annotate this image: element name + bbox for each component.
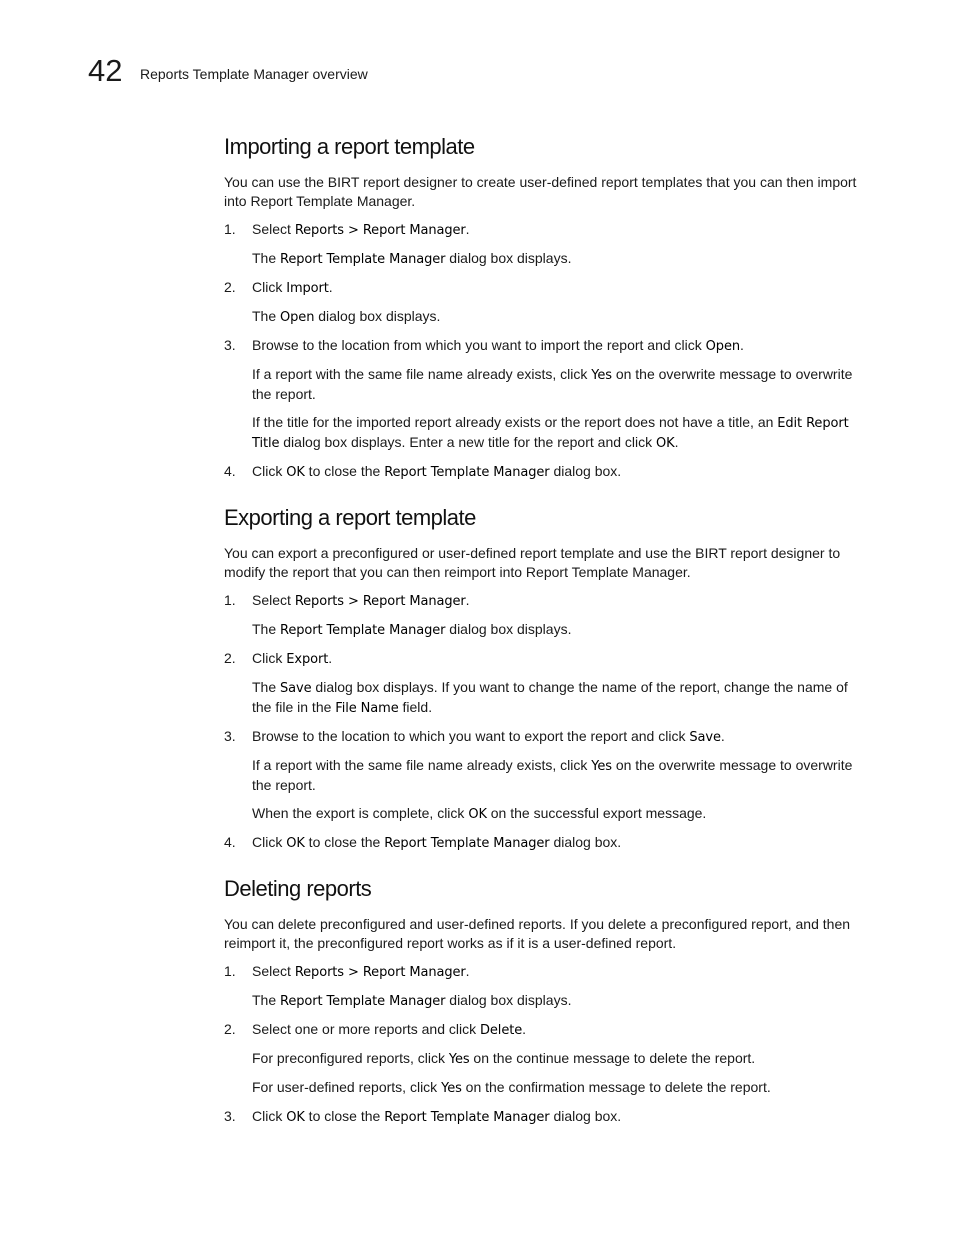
text-run: . <box>739 337 744 353</box>
step-number: 2. <box>224 650 236 666</box>
ui-term: OK <box>286 1110 305 1125</box>
ui-term: Report Template Manager <box>384 1110 550 1125</box>
text-run: If the title for the imported report already exists or the report does not have a title, an <box>252 414 778 430</box>
ui-term: Yes <box>591 368 612 383</box>
section-intro: You can delete preconfigured and user-defined reports. If you delete a preconfigured report, and then reimport it, the preconfigured report works as if it is a user-defined report. <box>224 916 851 951</box>
ui-term: Edit Report Title <box>252 416 849 451</box>
text-run: on the continue message to delete the report. <box>469 1050 756 1066</box>
step-item <box>224 833 870 853</box>
chapter-number: 42 <box>88 53 123 88</box>
step-text <box>252 620 870 640</box>
text-run: . <box>465 592 470 608</box>
text-run: For preconfigured reports, click <box>252 1050 449 1066</box>
ui-term: OK <box>286 836 305 851</box>
step-item <box>224 278 870 327</box>
step-text <box>252 1078 870 1098</box>
section-title: Deleting reports <box>224 876 372 901</box>
text-run: The <box>252 250 281 266</box>
text-run: . <box>328 650 333 666</box>
text-run: . <box>465 221 470 237</box>
ui-term: Reports > Report Manager <box>294 594 466 609</box>
ui-term: Yes <box>591 759 612 774</box>
text-run: dialog box. <box>549 834 622 850</box>
step-number: 3. <box>224 337 236 353</box>
ui-term: Report Template Manager <box>280 994 446 1009</box>
text-run: Select one or more reports and click <box>252 1021 480 1037</box>
section <box>224 503 870 853</box>
text-run: dialog box displays. If you want to change the name of the report, change the name of the file in the <box>252 679 848 715</box>
step-number: 1. <box>224 963 236 979</box>
ui-term: Save <box>689 730 721 745</box>
text-run: dialog box. <box>549 1108 622 1124</box>
step-number: 1. <box>224 221 236 237</box>
step-item <box>224 462 870 482</box>
text-run: The <box>252 992 281 1008</box>
step-text <box>252 278 870 298</box>
ui-term: Report Template Manager <box>280 623 446 638</box>
text-run: If a report with the same file name already exists, click <box>252 366 592 382</box>
text-run: dialog box displays. Enter a new title for the report and click <box>279 434 657 450</box>
step-text <box>252 804 870 824</box>
text-run: dialog box displays. <box>445 250 572 266</box>
step-number: 3. <box>224 1108 236 1124</box>
step-text <box>252 1020 870 1040</box>
text-run: Click <box>252 650 287 666</box>
step-list <box>224 962 870 1127</box>
step-item <box>224 336 870 453</box>
step-text <box>252 1049 870 1069</box>
text-run: If a report with the same file name already exists, click <box>252 757 592 773</box>
ui-term: OK <box>656 436 675 451</box>
text-run: . <box>674 434 679 450</box>
step-number: 3. <box>224 728 236 744</box>
step-list <box>224 591 870 853</box>
text-run: Click <box>252 279 287 295</box>
chapter-title: Reports Template Manager overview <box>140 66 368 82</box>
ui-term: Report Template Manager <box>280 252 446 267</box>
text-run: Select <box>252 221 295 237</box>
step-text <box>252 591 870 611</box>
text-run: Select <box>252 963 295 979</box>
step-number: 1. <box>224 592 236 608</box>
step-item <box>224 727 870 824</box>
step-number: 4. <box>224 834 236 850</box>
step-text <box>252 678 870 718</box>
step-number: 4. <box>224 463 236 479</box>
section-title: Importing a report template <box>224 134 475 159</box>
step-item <box>224 220 870 269</box>
text-run: on the successful export message. <box>486 805 707 821</box>
step-text <box>252 962 870 982</box>
step-item <box>224 1107 870 1127</box>
ui-term: OK <box>468 807 487 822</box>
step-text <box>252 249 870 269</box>
text-run: Click <box>252 834 287 850</box>
section-intro: You can export a preconfigured or user-defined report template and use the BIRT report designer to modify the report that you can then reimport into Report Template Manager. <box>224 545 841 580</box>
step-text <box>252 649 870 669</box>
text-run: dialog box. <box>549 463 622 479</box>
text-run: Select <box>252 592 295 608</box>
text-run: on the overwrite message to overwrite the report. <box>252 757 853 793</box>
text-run: on the confirmation message to delete the report. <box>461 1079 771 1095</box>
step-text <box>252 336 870 356</box>
text-run: . <box>465 963 470 979</box>
ui-term: Delete <box>480 1023 523 1038</box>
text-run: dialog box displays. <box>445 992 572 1008</box>
text-run: The <box>252 621 281 637</box>
ui-term: Report Template Manager <box>384 836 550 851</box>
step-text <box>252 220 870 240</box>
text-run: Browse to the location from which you want to import the report and click <box>252 337 706 353</box>
text-run: to close the <box>304 1108 385 1124</box>
ui-term: Reports > Report Manager <box>294 223 466 238</box>
text-run: Browse to the location to which you want to export the report and click <box>252 728 690 744</box>
step-text <box>252 756 870 795</box>
step-list <box>224 220 870 482</box>
text-run: For user-defined reports, click <box>252 1079 442 1095</box>
section-title: Exporting a report template <box>224 505 476 530</box>
text-run: The <box>252 308 281 324</box>
text-run: . <box>328 279 333 295</box>
text-run: to close the <box>304 834 385 850</box>
ui-term: Open <box>280 310 315 325</box>
step-number: 2. <box>224 1021 236 1037</box>
text-run: . <box>522 1021 527 1037</box>
text-run: Click <box>252 463 287 479</box>
step-text <box>252 365 870 404</box>
ui-term: Export <box>286 652 329 667</box>
text-run: . <box>720 728 725 744</box>
ui-term: Yes <box>441 1081 462 1096</box>
ui-term: Report Template Manager <box>384 465 550 480</box>
step-item <box>224 649 870 718</box>
step-text <box>252 1107 870 1127</box>
ui-term: File Name <box>335 701 399 716</box>
section <box>224 132 870 482</box>
step-item <box>224 591 870 640</box>
text-run: on the overwrite message to overwrite the report. <box>252 366 853 402</box>
text-run: The <box>252 679 281 695</box>
ui-term: Save <box>280 681 312 696</box>
page-content <box>224 132 870 1148</box>
section-intro: You can use the BIRT report designer to create user-defined report templates that you can then import into Report Template Manager. <box>224 174 857 209</box>
step-item <box>224 962 870 1011</box>
ui-term: Open <box>705 339 740 354</box>
section <box>224 874 870 1127</box>
step-text <box>252 991 870 1011</box>
text-run: dialog box displays. <box>314 308 441 324</box>
step-text <box>252 413 870 453</box>
text-run: to close the <box>304 463 385 479</box>
step-text <box>252 727 870 747</box>
step-text <box>252 462 870 482</box>
step-text <box>252 307 870 327</box>
step-item <box>224 1020 870 1098</box>
ui-term: Reports > Report Manager <box>294 965 466 980</box>
text-run: field. <box>398 699 433 715</box>
step-number: 2. <box>224 279 236 295</box>
text-run: When the export is complete, click <box>252 805 469 821</box>
text-run: dialog box displays. <box>445 621 572 637</box>
ui-term: OK <box>286 465 305 480</box>
ui-term: Yes <box>448 1052 470 1067</box>
ui-term: Import <box>286 281 329 296</box>
step-text <box>252 833 870 853</box>
text-run: Click <box>252 1108 287 1124</box>
